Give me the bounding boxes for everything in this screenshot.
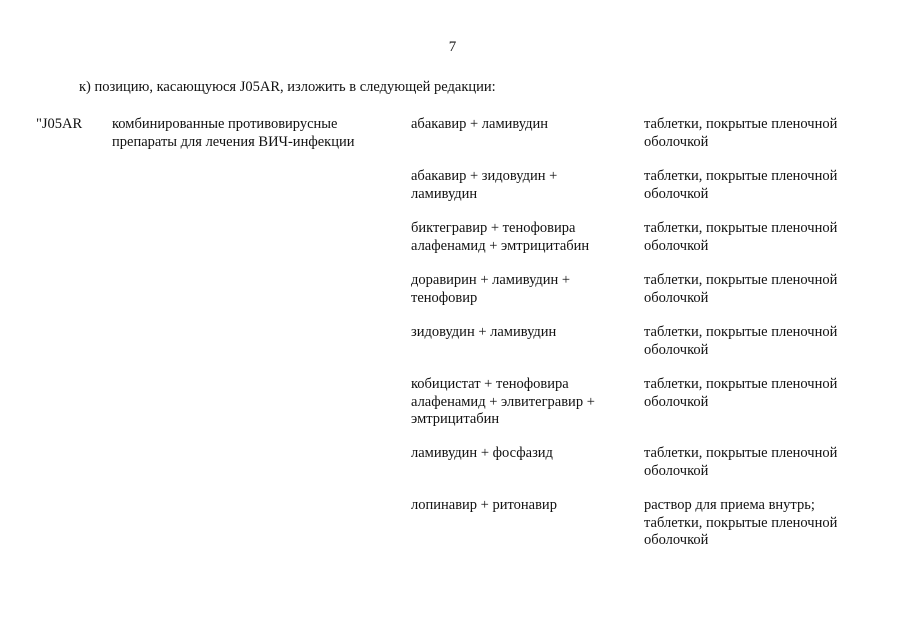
drug-name: ламивудин + фосфазид: [411, 445, 553, 461]
intro-paragraph: к) позицию, касающуюся J05AR, изложить в следующей редакции:: [79, 79, 496, 95]
drug-dosage-form: таблетки, покрытые пленочной оболочкой: [644, 116, 838, 150]
drug-dosage-form: таблетки, покрытые пленочной оболочкой: [644, 324, 838, 358]
drug-name: абакавир + ламивудин: [411, 116, 548, 132]
drug-name: зидовудин + ламивудин: [411, 324, 557, 340]
drug-name: лопинавир + ритонавир: [411, 497, 557, 513]
drug-dosage-form: таблетки, покрытые пленочной оболочкой: [644, 220, 838, 254]
drug-name: абакавир + зидовудин + ламивудин: [411, 168, 558, 202]
drug-dosage-form: таблетки, покрытые пленочной оболочкой: [644, 168, 838, 202]
drug-dosage-form: таблетки, покрытые пленочной оболочкой: [644, 445, 838, 479]
atc-code: "J05AR: [36, 116, 83, 132]
drug-name: доравирин + ламивудин + тенофовир: [411, 272, 571, 306]
drug-dosage-form: раствор для приема внутрь; таблетки, покрытые пленочной оболочкой: [644, 497, 838, 548]
drug-dosage-form: таблетки, покрытые пленочной оболочкой: [644, 272, 838, 306]
page-number: 7: [448, 39, 457, 55]
drug-name: биктегравир + тенофовира алафенамид + эмтрицитабин: [411, 220, 590, 254]
atc-group-description: комбинированные противовирусные препараты для лечения ВИЧ-инфекции: [112, 116, 355, 150]
drug-dosage-form: таблетки, покрытые пленочной оболочкой: [644, 376, 838, 410]
drug-name: кобицистат + тенофовира алафенамид + элвитегравир + эмтрицитабин: [411, 376, 595, 427]
